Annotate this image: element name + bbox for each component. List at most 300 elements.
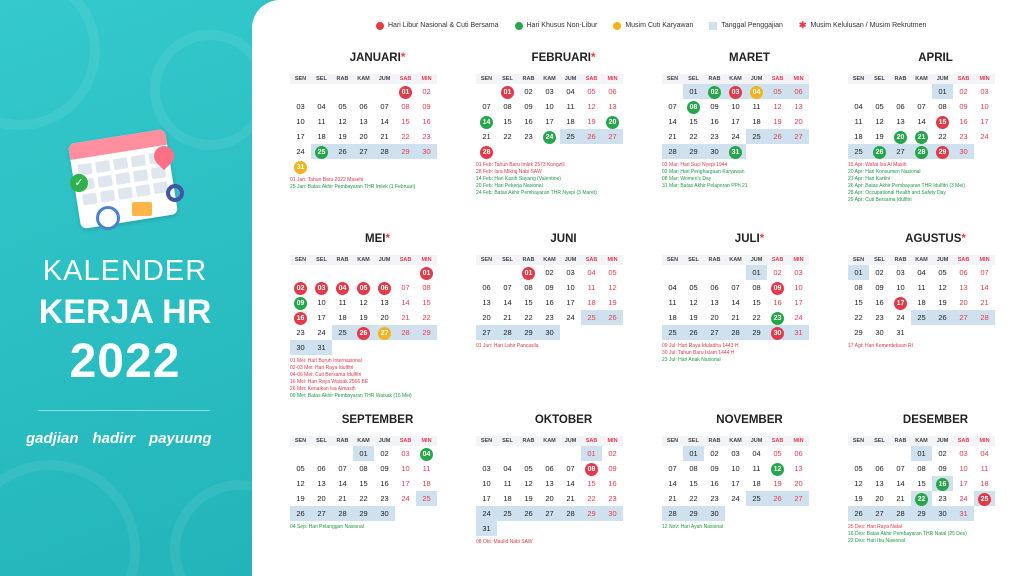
- day-cell: 21: [482, 132, 491, 141]
- day-cell: 26: [869, 144, 890, 159]
- day-cell: 15: [689, 479, 698, 488]
- day-cell: 22: [422, 313, 431, 322]
- day-cell: 20: [545, 494, 554, 503]
- day-cell: 22: [689, 132, 698, 141]
- asterisk-icon: *: [961, 233, 966, 245]
- day-cell: 17: [980, 117, 989, 126]
- day-cell: 10: [794, 283, 803, 292]
- day-cell: 17: [482, 494, 491, 503]
- month-name: JUNI: [550, 233, 577, 245]
- day-cell: 01: [848, 265, 869, 280]
- day-grid: [848, 436, 1023, 521]
- day-cell: 29: [746, 325, 767, 340]
- day-cell: 06: [896, 102, 905, 111]
- weekday-header: SEN: [290, 74, 311, 84]
- day-cell: 11: [752, 464, 761, 473]
- day-cell: 18: [854, 132, 863, 141]
- day-cell: 28: [662, 506, 683, 521]
- weekday-header: SEL: [869, 74, 890, 84]
- day-cell: 22: [911, 491, 932, 506]
- day-cell: 01: [683, 84, 704, 99]
- day-cell: 15: [932, 114, 953, 129]
- day-cell: 18: [503, 494, 512, 503]
- weekday-header: KAM: [725, 436, 746, 446]
- day-cell: 21: [380, 132, 389, 141]
- day-grid: [848, 255, 1023, 340]
- day-cell: 06: [608, 87, 617, 96]
- day-cell: 23: [380, 494, 389, 503]
- day-cell: 19: [524, 494, 533, 503]
- day-cell: 23: [875, 313, 884, 322]
- day-cell: 01: [353, 446, 374, 461]
- day-grid: [476, 436, 651, 536]
- month-mei: [290, 233, 465, 414]
- day-cell: 25: [560, 129, 581, 144]
- asterisk-icon: ✱: [798, 20, 807, 30]
- empty-cell: [311, 84, 332, 99]
- checkmark-icon: ✓: [70, 174, 88, 192]
- day-cell: 12: [338, 117, 347, 126]
- empty-cell: [869, 84, 890, 99]
- day-cell: 11: [587, 283, 596, 292]
- day-cell: 29: [518, 325, 539, 340]
- divider: [38, 410, 210, 411]
- legend-item: [376, 22, 499, 30]
- day-cell: 09: [290, 295, 311, 310]
- empty-cell: [683, 265, 704, 280]
- month-maret: [662, 52, 837, 233]
- weekday-header: SAB: [767, 436, 788, 446]
- day-cell: 14: [503, 298, 512, 307]
- day-cell: 21: [731, 313, 740, 322]
- day-cell: 01: [518, 265, 539, 280]
- day-cell: 19: [359, 313, 368, 322]
- day-cell: 23: [710, 132, 719, 141]
- day-cell: 08: [401, 102, 410, 111]
- day-cell: 09: [710, 102, 719, 111]
- empty-cell: [890, 446, 911, 461]
- empty-cell: [476, 265, 497, 280]
- day-cell: 11: [338, 298, 347, 307]
- day-cell: 18: [566, 117, 575, 126]
- weekday-header: MIN: [416, 255, 437, 265]
- note-line: 09 Mei: Batas Akhir Pembayaran THR Waisak (16 Mei): [290, 393, 412, 399]
- day-cell: 27: [476, 325, 497, 340]
- day-cell: 09: [545, 283, 554, 292]
- empty-cell: [374, 84, 395, 99]
- month-desember: [848, 414, 1023, 574]
- day-cell: 01: [683, 446, 704, 461]
- weekday-header: SAB: [953, 74, 974, 84]
- month-name: DESEMBER: [902, 414, 969, 426]
- weekday-header: JUM: [932, 74, 953, 84]
- day-cell: 26: [767, 129, 788, 144]
- day-cell: 22: [752, 313, 761, 322]
- month-name: OKTOBER: [534, 414, 593, 426]
- weekday-header: SEN: [662, 436, 683, 446]
- day-cell: 08: [581, 461, 602, 476]
- note-line: 01 Feb: Tahun Baru Imlek 2573 Kongzili: [476, 162, 565, 168]
- day-cell: 05: [296, 464, 305, 473]
- month-notes: [476, 539, 651, 546]
- weekday-header: KAM: [725, 74, 746, 84]
- day-cell: 12: [875, 117, 884, 126]
- weekday-header: KAM: [353, 255, 374, 265]
- day-cell: 31: [953, 506, 974, 521]
- day-cell: 06: [794, 449, 803, 458]
- day-grid: [290, 74, 465, 174]
- weekday-header: JUM: [560, 436, 581, 446]
- weekday-header: MIN: [974, 255, 995, 265]
- day-cell: 16: [875, 298, 884, 307]
- weekday-header: SEL: [869, 255, 890, 265]
- day-cell: 16: [608, 479, 617, 488]
- day-cell: 25: [911, 310, 932, 325]
- month-september: [290, 414, 465, 574]
- weekday-header: SAB: [767, 255, 788, 265]
- day-cell: 16: [290, 310, 311, 325]
- day-cell: 03: [566, 268, 575, 277]
- note-line: 31 Mar: Batas Akhir Pelaporan PPh 21: [662, 183, 748, 189]
- weekday-header: SEN: [662, 255, 683, 265]
- day-cell: 16: [380, 479, 389, 488]
- day-cell: 29: [683, 506, 704, 521]
- empty-cell: [395, 265, 416, 280]
- month-name: APRIL: [918, 52, 953, 64]
- day-cell: 01: [932, 84, 953, 99]
- day-cell: 10: [959, 464, 968, 473]
- empty-cell: [374, 265, 395, 280]
- day-cell: 20: [380, 313, 389, 322]
- day-cell: 04: [587, 268, 596, 277]
- day-cell: 12: [854, 479, 863, 488]
- day-cell: 11: [668, 298, 677, 307]
- day-cell: 15: [917, 479, 926, 488]
- day-cell: 27: [788, 129, 809, 144]
- day-cell: 09: [767, 280, 788, 295]
- day-cell: 04: [854, 102, 863, 111]
- day-cell: 14: [731, 298, 740, 307]
- empty-cell: [311, 446, 332, 461]
- day-cell: 28: [662, 144, 683, 159]
- note-line: 26 Apr: Batas Akhir Pembayaran THR Idulfitri (3 Mei): [848, 183, 965, 189]
- day-cell: 15: [587, 479, 596, 488]
- day-cell: 30: [416, 144, 437, 159]
- day-cell: 20: [875, 494, 884, 503]
- weekday-header: MIN: [974, 74, 995, 84]
- day-cell: 05: [689, 283, 698, 292]
- day-cell: 13: [608, 102, 617, 111]
- day-cell: 07: [503, 283, 512, 292]
- weekday-header: SAB: [953, 436, 974, 446]
- day-cell: 14: [566, 479, 575, 488]
- month-oktober: [476, 414, 651, 574]
- gadjian-logo: gadjian: [26, 430, 79, 447]
- day-cell: 24: [731, 132, 740, 141]
- note-line: 28 Apr: Occupational Health and Safety Day: [848, 190, 946, 196]
- day-cell: 28: [560, 506, 581, 521]
- legend-label: Musim Kelulusan / Musim Rekrutmen: [810, 22, 927, 29]
- weekday-header: MIN: [788, 255, 809, 265]
- day-cell: 07: [980, 268, 989, 277]
- day-cell: 05: [938, 268, 947, 277]
- month-januari: [290, 52, 465, 233]
- day-cell: 08: [917, 464, 926, 473]
- note-line: 01 Jan: Tahun Baru 2022 Masehi: [290, 177, 364, 183]
- day-cell: 28: [476, 144, 497, 159]
- day-cell: 03: [311, 280, 332, 295]
- note-line: 26 Mei: Kenaikan Isa Almasih: [290, 386, 356, 392]
- day-cell: 30: [932, 506, 953, 521]
- month-notes: [290, 358, 465, 400]
- legend-item: [515, 22, 598, 30]
- day-cell: 02: [959, 87, 968, 96]
- day-cell: 07: [896, 464, 905, 473]
- day-cell: 04: [746, 84, 767, 99]
- empty-cell: [518, 446, 539, 461]
- empty-cell: [290, 446, 311, 461]
- weekday-header: MIN: [602, 74, 623, 84]
- day-cell: 17: [959, 479, 968, 488]
- day-cell: 07: [338, 464, 347, 473]
- weekday-header: JUM: [374, 74, 395, 84]
- note-line: 02 Mar: Hari Penghargaan Karyawan: [662, 169, 745, 175]
- weekday-header: SEL: [683, 74, 704, 84]
- day-cell: 29: [416, 325, 437, 340]
- day-cell: 20: [959, 298, 968, 307]
- day-cell: 26: [518, 506, 539, 521]
- day-cell: 14: [980, 283, 989, 292]
- day-cell: 28: [374, 144, 395, 159]
- weekday-header: JUM: [746, 74, 767, 84]
- day-cell: 07: [380, 102, 389, 111]
- weekday-header: RAB: [890, 74, 911, 84]
- day-cell: 30: [767, 325, 788, 340]
- day-cell: 24: [566, 313, 575, 322]
- day-cell: 27: [311, 506, 332, 521]
- day-cell: 13: [359, 117, 368, 126]
- day-cell: 13: [380, 298, 389, 307]
- day-cell: 02: [608, 449, 617, 458]
- empty-cell: [497, 265, 518, 280]
- weekday-header: SEN: [848, 74, 869, 84]
- day-cell: 18: [752, 479, 761, 488]
- weekday-header: KAM: [539, 255, 560, 265]
- dot-icon: [613, 22, 621, 30]
- day-cell: 17: [545, 117, 554, 126]
- day-cell: 27: [353, 144, 374, 159]
- day-cell: 13: [317, 479, 326, 488]
- day-cell: 09: [422, 102, 431, 111]
- day-cell: 27: [953, 310, 974, 325]
- day-cell: 16: [773, 298, 782, 307]
- day-cell: 28: [725, 325, 746, 340]
- day-cell: 02: [875, 268, 884, 277]
- day-cell: 13: [896, 117, 905, 126]
- empty-cell: [353, 84, 374, 99]
- title-kerja-hr: KERJA HR: [38, 293, 212, 331]
- envelope-icon: [132, 202, 152, 216]
- empty-cell: [539, 446, 560, 461]
- month-name: SEPTEMBER: [341, 414, 414, 426]
- empty-cell: [476, 446, 497, 461]
- legend: [376, 20, 926, 31]
- day-cell: 07: [917, 102, 926, 111]
- day-cell: 12: [587, 102, 596, 111]
- day-cell: 21: [566, 494, 575, 503]
- day-cell: 13: [794, 102, 803, 111]
- day-cell: 19: [773, 117, 782, 126]
- empty-cell: [311, 265, 332, 280]
- day-cell: 03: [731, 449, 740, 458]
- day-cell: 11: [980, 464, 989, 473]
- day-cell: 30: [953, 144, 974, 159]
- day-cell: 26: [602, 310, 623, 325]
- weekday-header: SAB: [767, 74, 788, 84]
- day-cell: 11: [854, 117, 863, 126]
- day-cell: 19: [338, 132, 347, 141]
- note-line: 20 Apr: Hari Konsumen Nasional: [848, 169, 921, 175]
- weekday-header: MIN: [788, 436, 809, 446]
- month-notes: [476, 343, 651, 350]
- day-cell: 10: [317, 298, 326, 307]
- day-cell: 19: [773, 479, 782, 488]
- empty-cell: [890, 84, 911, 99]
- weekday-header: KAM: [539, 436, 560, 446]
- weekday-header: RAB: [518, 74, 539, 84]
- day-cell: 27: [602, 129, 623, 144]
- day-cell: 25: [848, 144, 869, 159]
- note-line: 04-06 Mei: Cuti Bersama Idulfitri: [290, 372, 362, 378]
- weekday-header: SEN: [476, 255, 497, 265]
- day-cell: 02: [773, 268, 782, 277]
- day-cell: 24: [317, 328, 326, 337]
- empty-cell: [332, 265, 353, 280]
- day-cell: 03: [959, 449, 968, 458]
- day-cell: 04: [752, 449, 761, 458]
- day-cell: 25: [311, 144, 332, 159]
- day-cell: 23: [524, 132, 533, 141]
- month-name: AGUSTUS*: [905, 233, 966, 245]
- day-cell: 01: [746, 265, 767, 280]
- day-cell: 12: [689, 298, 698, 307]
- weekday-header: SEL: [869, 436, 890, 446]
- day-cell: 29: [581, 506, 602, 521]
- day-cell: 02: [545, 268, 554, 277]
- day-cell: 04: [980, 449, 989, 458]
- day-cell: 17: [731, 117, 740, 126]
- note-line: 14 Feb: Hari Kasih Sayang (Valentine): [476, 176, 561, 182]
- day-cell: 15: [401, 117, 410, 126]
- day-cell: 02: [380, 449, 389, 458]
- day-cell: 16: [524, 117, 533, 126]
- day-cell: 30: [539, 325, 560, 340]
- day-cell: 22: [524, 313, 533, 322]
- day-cell: 13: [482, 298, 491, 307]
- day-cell: 24: [539, 129, 560, 144]
- day-cell: 20: [794, 117, 803, 126]
- day-cell: 30: [875, 328, 884, 337]
- day-cell: 21: [401, 313, 410, 322]
- day-cell: 04: [503, 464, 512, 473]
- weekday-header: SAB: [395, 436, 416, 446]
- day-cell: 24: [476, 506, 497, 521]
- day-cell: 16: [710, 117, 719, 126]
- day-cell: 10: [296, 117, 305, 126]
- day-cell: 20: [482, 313, 491, 322]
- weekday-header: MIN: [788, 74, 809, 84]
- month-name: NOVEMBER: [716, 414, 783, 426]
- square-icon: [709, 22, 717, 30]
- day-cell: 11: [503, 479, 512, 488]
- empty-cell: [869, 446, 890, 461]
- day-cell: 12: [773, 102, 782, 111]
- day-cell: 31: [311, 340, 332, 355]
- calendar-illustration: [62, 118, 202, 228]
- day-cell: 05: [338, 102, 347, 111]
- weekday-header: JUM: [374, 436, 395, 446]
- day-cell: 24: [794, 313, 803, 322]
- asterisk-icon: *: [385, 233, 390, 245]
- note-line: 12 Nov: Hari Ayah Nasional: [662, 524, 724, 530]
- day-cell: 29: [911, 506, 932, 521]
- day-cell: 14: [380, 117, 389, 126]
- day-cell: 01: [395, 84, 416, 99]
- day-cell: 15: [689, 117, 698, 126]
- weekday-header: SEL: [683, 436, 704, 446]
- weekday-header: KAM: [353, 436, 374, 446]
- day-cell: 17: [794, 298, 803, 307]
- day-cell: 04: [416, 446, 437, 461]
- day-cell: 02: [938, 449, 947, 458]
- day-cell: 20: [317, 494, 326, 503]
- day-cell: 06: [482, 283, 491, 292]
- day-cell: 29: [353, 506, 374, 521]
- left-banner: [0, 0, 262, 576]
- day-cell: 29: [683, 144, 704, 159]
- day-cell: 16: [710, 479, 719, 488]
- day-cell: 09: [524, 102, 533, 111]
- day-cell: 01: [911, 446, 932, 461]
- day-cell: 10: [980, 102, 989, 111]
- day-cell: 12: [767, 461, 788, 476]
- empty-cell: [353, 265, 374, 280]
- weekday-header: SEL: [497, 255, 518, 265]
- weekday-header: SAB: [395, 255, 416, 265]
- day-cell: 05: [587, 87, 596, 96]
- day-cell: 04: [317, 102, 326, 111]
- day-cell: 15: [422, 298, 431, 307]
- day-cell: 31: [290, 159, 311, 174]
- month-notes: [662, 524, 837, 531]
- day-cell: 31: [476, 521, 497, 536]
- month-agustus: [848, 233, 1023, 414]
- day-cell: 10: [731, 102, 740, 111]
- weekday-header: SAB: [581, 436, 602, 446]
- empty-cell: [704, 265, 725, 280]
- day-cell: 21: [668, 494, 677, 503]
- day-cell: 04: [668, 283, 677, 292]
- day-cell: 05: [854, 464, 863, 473]
- day-cell: 31: [725, 144, 746, 159]
- day-cell: 28: [890, 506, 911, 521]
- day-cell: 08: [503, 102, 512, 111]
- note-line: 25 Jan: Batas Akhir Pembayaran THR Imlek (1 Februari): [290, 184, 416, 190]
- day-cell: 14: [896, 479, 905, 488]
- note-line: 08 Okt: Maulid Nabi SAW: [476, 539, 533, 545]
- day-cell: 12: [938, 283, 947, 292]
- note-line: 08 Mar: Women's Day: [662, 176, 712, 182]
